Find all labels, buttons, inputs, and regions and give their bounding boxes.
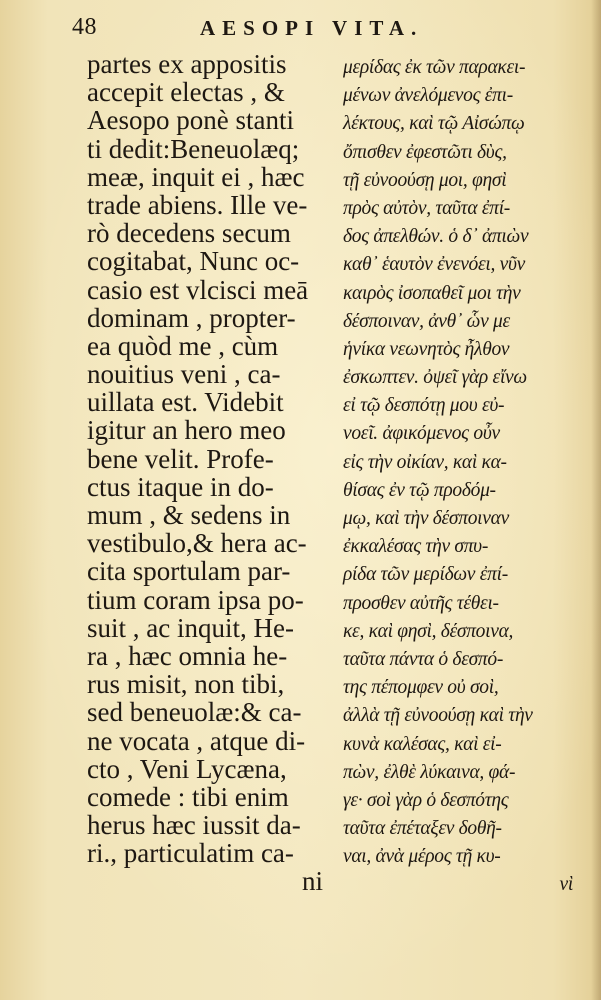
latin-line: mum , & sedens in — [87, 500, 291, 530]
greek-line: ναι, ἀνὰ μέρος τῇ κυ- — [343, 846, 501, 868]
latin-line: comede : tibi enim — [87, 781, 289, 812]
greek-line: προσθεν αὐτῆς τέθει- — [343, 592, 499, 614]
greek-line: ταῦτα ἐπέταξεν δοθῆ- — [343, 818, 502, 840]
latin-line: trade abiens. Ille ve- — [87, 189, 308, 220]
latin-line: ri., particulatim ca- — [87, 838, 294, 869]
latin-line: cogitabat, Nunc oc- — [87, 246, 300, 277]
latin-line: ea quòd me , cùm — [87, 330, 279, 361]
greek-line: καθ᾽ ἑαυτὸν ἐνενόει, νῦν — [343, 254, 526, 276]
latin-line: ne vocata , atque di- — [87, 725, 306, 756]
greek-line: εἰς τὴν οἰκίαν, καὶ κα- — [343, 451, 507, 473]
greek-line: πρὸς αὐτὸν, ταῦτα ἐπί- — [343, 197, 511, 219]
latin-line: rus misit, non tibi, — [87, 669, 285, 700]
greek-line: μῳ, καὶ τὴν δέσποιναν — [343, 508, 509, 529]
greek-line: θίσας ἐν τῷ προδόμ- — [343, 479, 496, 501]
greek-line: τῇ εὐνοούσῃ μοι, φησὶ — [343, 169, 507, 191]
latin-line: nouitius veni , ca- — [87, 359, 281, 390]
greek-line: δος ἀπελθών. ὁ δ᾽ ἀπιὼν — [343, 226, 529, 248]
latin-line: vestibulo,& hera ac- — [87, 528, 307, 559]
latin-line: uillata est. Videbit — [87, 387, 284, 418]
greek-line: νοεῖ. ἀφικόμενος οὖν — [343, 423, 500, 445]
greek-line: εἰ τῷ δεσπότῃ μου εὐ- — [343, 395, 505, 417]
greek-line: λέκτους, καὶ τῷ Αἰσώπῳ — [343, 113, 525, 135]
latin-line: casio est vlcisci meā — [87, 274, 309, 305]
latin-line: tium coram ipsa po- — [87, 584, 304, 615]
latin-line: accepit electas , & — [87, 77, 285, 108]
latin-line: ctus itaque in do- — [87, 471, 274, 502]
latin-catchword: ni — [301, 866, 323, 897]
greek-line: κε, καὶ φησὶ, δέσποινα, — [343, 620, 514, 642]
latin-line: suit , ac inquit, He- — [87, 612, 294, 643]
latin-line: sed beneuolæ:& ca- — [87, 697, 302, 728]
greek-line: μένων ἀνελόμενος ἐπι- — [343, 85, 513, 107]
latin-line: meæ, inquit ei , hæc — [87, 161, 305, 192]
latin-line: rò decedens secum — [87, 218, 291, 249]
greek-line: πὼν, ἐλθὲ λύκαινα, φά- — [343, 761, 516, 783]
latin-line: igitur an hero meo — [87, 415, 286, 446]
latin-line: cto , Veni Lycæna, — [87, 753, 287, 784]
greek-line: καιρὸς ἰσοπαθεῖ μοι τὴν — [343, 282, 521, 304]
page-number: 48 — [72, 14, 97, 40]
greek-text-column — [343, 54, 583, 900]
latin-text-column — [87, 50, 327, 896]
greek-line: ταῦτα πάντα ὁ δεσπό- — [343, 648, 504, 670]
page-header — [72, 14, 582, 44]
latin-line: dominam , propter- — [87, 302, 296, 333]
greek-line: ἡνίκα νεωνητὸς ἦλθον — [343, 338, 510, 360]
greek-catchword: νὶ — [559, 874, 573, 896]
greek-line: μερίδας ἐκ τῶν παρακει- — [343, 57, 526, 78]
latin-line: partes ex appositis — [87, 49, 287, 79]
latin-line: bene velit. Profe- — [87, 443, 274, 474]
latin-line: ti dedit:Beneuolæq; — [87, 133, 300, 164]
greek-line: της πέπομφεν οὐ σοὶ, — [343, 677, 499, 699]
greek-line: ὄπισθεν ἐφεστῶτι δὺς, — [343, 141, 507, 163]
latin-line: Aesopo ponè stanti — [87, 105, 294, 136]
page-gutter-shadow — [591, 0, 601, 1000]
greek-line: κυνὰ καλέσας, καὶ εἰ- — [343, 733, 502, 755]
greek-line: γε· σοὶ γὰρ ὁ δεσπότης — [343, 789, 509, 811]
latin-line: cita sportulam par- — [87, 556, 291, 587]
latin-line: herus hæc iussit da- — [87, 810, 301, 841]
greek-line: ἀλλὰ τῇ εὐνοούσῃ καὶ τὴν — [343, 705, 533, 727]
greek-line: ἐσκωπτεν. ὀψεῖ γὰρ εἴνω — [343, 367, 527, 389]
greek-line: δέσποιναν, ἀνθ᾽ ὧν με — [343, 310, 510, 332]
greek-line: ἐκκαλέσας τὴν σπυ- — [343, 536, 489, 558]
latin-line: ra , hæc omnia he- — [87, 640, 288, 671]
greek-line: ρίδα τῶν μερίδων ἐπί- — [343, 564, 508, 586]
running-head: AESOPI VITA. — [200, 16, 424, 40]
